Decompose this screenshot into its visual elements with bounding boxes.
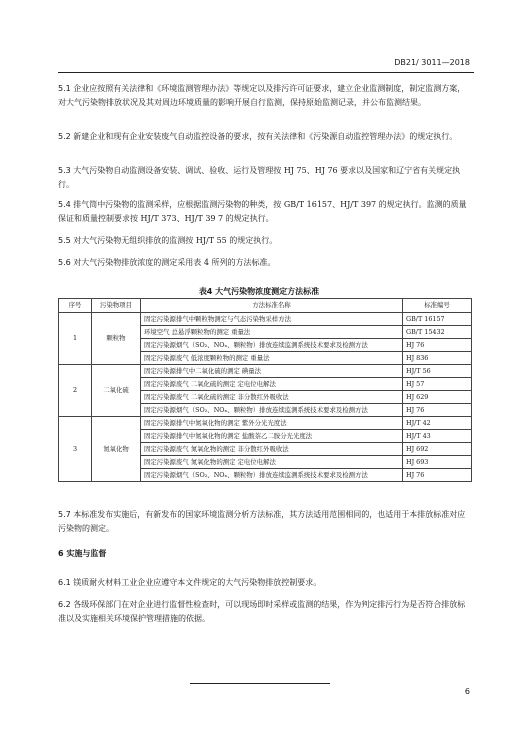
pollutant-name: 氮氧化物 <box>92 417 141 482</box>
group-number: 2 <box>59 365 92 417</box>
method-name: 固定污染源排气中颗粒物测定与气态污染物采样方法 <box>141 313 403 326</box>
footer-rule <box>190 683 330 684</box>
group-number: 3 <box>59 417 92 482</box>
paragraph-6-1 <box>58 576 472 590</box>
header-standard-number: 标准编号 <box>403 299 472 313</box>
clause-number: 6.2 <box>58 600 71 609</box>
clause-number: 5.1 <box>58 84 71 93</box>
standard-number: HJ 76 <box>403 404 472 417</box>
standard-number: HJ 692 <box>403 443 472 456</box>
header-method: 方法标准名称 <box>141 299 403 313</box>
method-name: 固定污染源烟气（SO₂、NOₓ、颗粒物）排放连续监测系统技术要求及检测方法 <box>141 404 403 417</box>
clause-text: 企业应按照有关法律和《环境监测管理办法》等规定以及排污许可证要求，建立企业监测制度，制定监测方案，对大气污染物排放状况及其对周边环境质量的影响开展自行监测，保持原始监测记录，并公布监测结果。 <box>58 84 466 107</box>
method-name: 固定污染源烟气（SO₂、NOₓ、颗粒物）排放连续监测系统技术要求及检测方法 <box>141 469 403 482</box>
standard-number: HJ/T 56 <box>403 365 472 378</box>
clause-number: 5.3 <box>58 166 71 175</box>
header-pollutant: 污染物项目 <box>92 299 141 313</box>
method-name: 固定污染源废气 二氧化硫的测定 非分散红外吸收法 <box>141 391 403 404</box>
clause-text: 对大气污染物无组织排放的监测按 HJ/T 55 的规定执行。 <box>70 236 278 245</box>
paragraph-5-3 <box>58 164 472 192</box>
standard-number: HJ 693 <box>403 456 472 469</box>
method-name: 固定污染源排气中氮氧化物的测定 盐酸萘乙二胺分光光度法 <box>141 430 403 443</box>
clause-number: 5.4 <box>58 200 71 209</box>
pollutant-name: 颗粒物 <box>92 313 141 365</box>
table-header-row <box>59 299 472 313</box>
paragraph-5-2 <box>58 130 472 144</box>
document-id: DB21/ 3011—2018 <box>394 58 470 67</box>
page-number: 6 <box>464 687 470 696</box>
standard-number: HJ 57 <box>403 378 472 391</box>
method-name: 固定污染源废气 氮氧化物的测定 非分散红外吸收法 <box>141 443 403 456</box>
table-row <box>59 417 472 430</box>
standard-number: HJ 836 <box>403 352 472 365</box>
paragraph-5-4 <box>58 198 472 226</box>
standard-number: HJ 629 <box>403 391 472 404</box>
clause-number: 6.1 <box>58 578 71 587</box>
clause-number: 5.2 <box>58 132 71 141</box>
clause-text: 大气污染物自动监测设备安装、调试、验收、运行及管理按 HJ 75、HJ 76 要求以及国家和辽宁省有关规定执行。 <box>58 166 461 189</box>
standard-number: HJ/T 42 <box>403 417 472 430</box>
paragraph-5-5 <box>58 234 472 248</box>
method-name: 固定污染源烟气（SO₂、NOₓ、颗粒物）排放连续监测系统技术要求及检测方法 <box>141 339 403 352</box>
header-rule <box>58 72 474 73</box>
clause-number: 5.6 <box>58 258 71 267</box>
method-name: 固定污染源废气 低浓度颗粒物的测定 重量法 <box>141 352 403 365</box>
section-heading: 6 实施与监督 <box>58 549 107 558</box>
measurement-method-table <box>58 298 472 482</box>
table-row <box>59 365 472 378</box>
method-name: 固定污染源排气中氮氧化物的测定 紫外分光光度法 <box>141 417 403 430</box>
table-title: 表4 大气污染物浓度测定方法标准 <box>198 287 320 296</box>
pollutant-name: 二氧化硫 <box>92 365 141 417</box>
clause-text: 新建企业和现有企业安装废气自动监控设备的要求，按有关法律和《污染源自动监控管理办法》的规定执行。 <box>70 132 458 141</box>
clause-number: 5.7 <box>58 510 71 519</box>
table-row <box>59 313 472 326</box>
standard-number: HJ/T 43 <box>403 430 472 443</box>
standard-number: GB/T 16157 <box>403 313 472 326</box>
paragraph-5-7 <box>58 508 472 536</box>
method-name: 固定污染源废气 二氧化硫的测定 定电位电解法 <box>141 378 403 391</box>
standard-number: HJ 76 <box>403 469 472 482</box>
clause-text: 对大气污染物排放浓度的测定采用表 4 所列的方法标准。 <box>70 258 276 267</box>
group-number: 1 <box>59 313 92 365</box>
paragraph-6-2 <box>58 598 472 626</box>
clause-text: 排气筒中污染物的监测采样，应根据监测污染物的种类，按 GB/T 16157、HJ/T 397 的规定执行。监测的质量保证和质量控制要求按 HJ/T 373、HJ/T 39 7 的规定执行。 <box>58 200 467 223</box>
paragraph-5-1 <box>58 82 472 110</box>
method-name: 固定污染源废气 氮氧化物的测定 定电位电解法 <box>141 456 403 469</box>
paragraph-5-6 <box>58 256 472 270</box>
clause-number: 5.5 <box>58 236 71 245</box>
clause-text: 镁质耐火材料工业企业应遵守本文件规定的大气污染物排放控制要求。 <box>70 578 322 587</box>
clause-text: 各级环保部门在对企业进行监督性检查时，可以现场即时采样或监测的结果，作为判定排污行为是否符合排放标准以及实施相关环境保护管理措施的依据。 <box>58 600 466 623</box>
header-no: 序号 <box>59 299 92 313</box>
method-name: 固定污染源排气中二氧化硫的测定 碘量法 <box>141 365 403 378</box>
clause-text: 本标准发布实施后，有新发布的国家环境监测分析方法标准，其方法适用范围相同的，也适用于本排放标准对应污染物的测定。 <box>58 510 466 533</box>
standard-number: GB/T 15432 <box>403 326 472 339</box>
method-name: 环境空气 总悬浮颗粒物的测定 重量法 <box>141 326 403 339</box>
standard-number: HJ 76 <box>403 339 472 352</box>
